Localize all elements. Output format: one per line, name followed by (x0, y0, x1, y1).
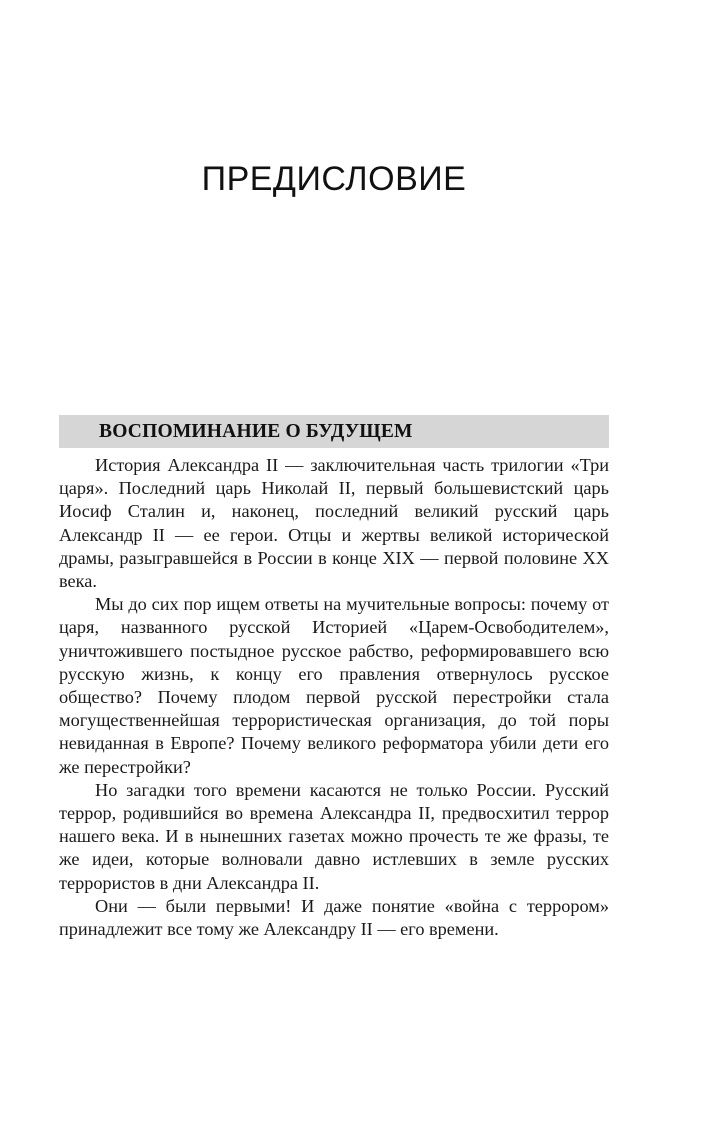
paragraph-3: Но загадки того времени касаются не только России. Русский террор, родившийся во времена Александра II, предвосхитил террор нашего века. И в нынешних газетах можно прочесть те же фразы, те же идеи, которые волновали давно истлевших в земле русских террористов в дни Александра II. (59, 779, 609, 893)
section-body (59, 454, 609, 941)
paragraph-1: История Александра II — заключительная часть трилогии «Три царя». Последний царь Николай II, первый большевистский царь Иосиф Сталин и, наконец, последний великий русский царь Александр II — ее герои. Отцы и жертвы великой исторической драмы, разыгравшейся в России в конце XIX — первой половине XX века. (59, 455, 609, 592)
section-heading-bar (59, 415, 609, 448)
paragraph-2: Мы до сих пор ищем ответы на мучительные вопросы: почему от царя, названного русской Историей «Царем-Освободителем», уничтожившего постыдное русское рабство, реформировавшего всю русскую жизнь, к концу его правления отвернулось русское общество? Почему плодом первой русской перестройки стала могущественнейшая террористическая организация, до той поры невиданная в Европе? Почему великого реформатора убили дети его же перестройки? (59, 594, 609, 777)
page-title: ПРЕДИСЛОВИЕ (201, 160, 467, 198)
paragraph-4: Они — были первыми! И даже понятие «война с террором» принадлежит все тому же Александру II — его времени. (59, 895, 609, 940)
preface-section (59, 415, 609, 941)
section-heading: ВОСПОМИНАНИЕ О БУДУЩЕМ (99, 420, 413, 442)
